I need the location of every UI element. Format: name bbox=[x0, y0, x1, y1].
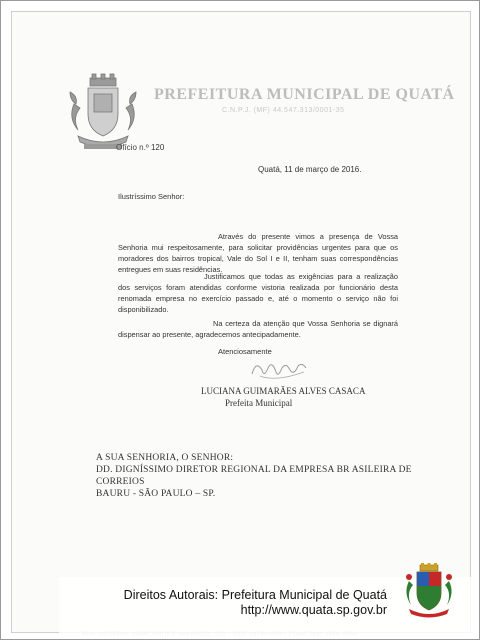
letterhead-title: PREFEITURA MUNICIPAL DE QUATÁ bbox=[154, 86, 455, 103]
municipal-logo-icon bbox=[401, 563, 457, 621]
signer-role: Prefeita Municipal bbox=[225, 398, 293, 408]
letter-date: Quatá, 11 de março de 2016. bbox=[258, 165, 362, 174]
website-link[interactable]: http://www.quata.sp.gov.br bbox=[240, 603, 387, 617]
recipient-line-4: BAURU - SÃO PAULO – SP. bbox=[96, 489, 216, 499]
copyright-notice: Direitos Autorais: Prefeitura Municipal de Quatá bbox=[123, 588, 387, 602]
oficio-number bbox=[116, 143, 164, 152]
recipient-line-3: CORREIOS bbox=[96, 477, 145, 487]
paragraph-1-text: Através do presente vimos a presença de Vossa Senhoria mui respeitosamente, para solicitar providências urgentes para que os moradores dos bairros tropical, Vale do Sol I e II, tenham suas correspondências entregues em suas residências. bbox=[118, 232, 398, 274]
letter-sheet bbox=[11, 11, 471, 633]
recipient-line-1: A SUA SENHORIA, O SENHOR: bbox=[96, 453, 234, 463]
letter-closing: Atenciosamente bbox=[218, 347, 272, 356]
handwritten-signature bbox=[246, 356, 316, 384]
letter-paragraph-2 bbox=[118, 271, 398, 315]
coat-of-arms-icon bbox=[64, 74, 142, 154]
signer-name: LUCIANA GUIMARÃES ALVES CASACA bbox=[201, 386, 366, 396]
paragraph-2-text: Justificamos que todas as exigências para a realização dos serviços foram atendidas conforme vistoria realizada por funcionário desta renomada empresa no exercício passado e, até o momento o serviço não foi disponibilizado. bbox=[118, 272, 398, 314]
paragraph-3-text: Na certeza da atenção que Vossa Senhoria se dignará dispensar ao presente, agradecemos antecipadamente. bbox=[118, 319, 398, 339]
oficio-label: Ofício n.º bbox=[116, 143, 149, 152]
letter-greeting: Ilustríssimo Senhor: bbox=[118, 192, 185, 201]
recipient-line-2: DD. DIGNÍSSIMO DIRETOR REGIONAL DA EMPRESA BR ASILEIRA DE bbox=[96, 465, 412, 475]
oficio-value: 120 bbox=[150, 143, 165, 152]
letter-paragraph-3 bbox=[118, 318, 398, 340]
letter-paragraph-1 bbox=[118, 231, 398, 275]
letterhead-cnpj: C.N.P.J. (MF) 44.547.313/0001-35 bbox=[222, 107, 345, 114]
